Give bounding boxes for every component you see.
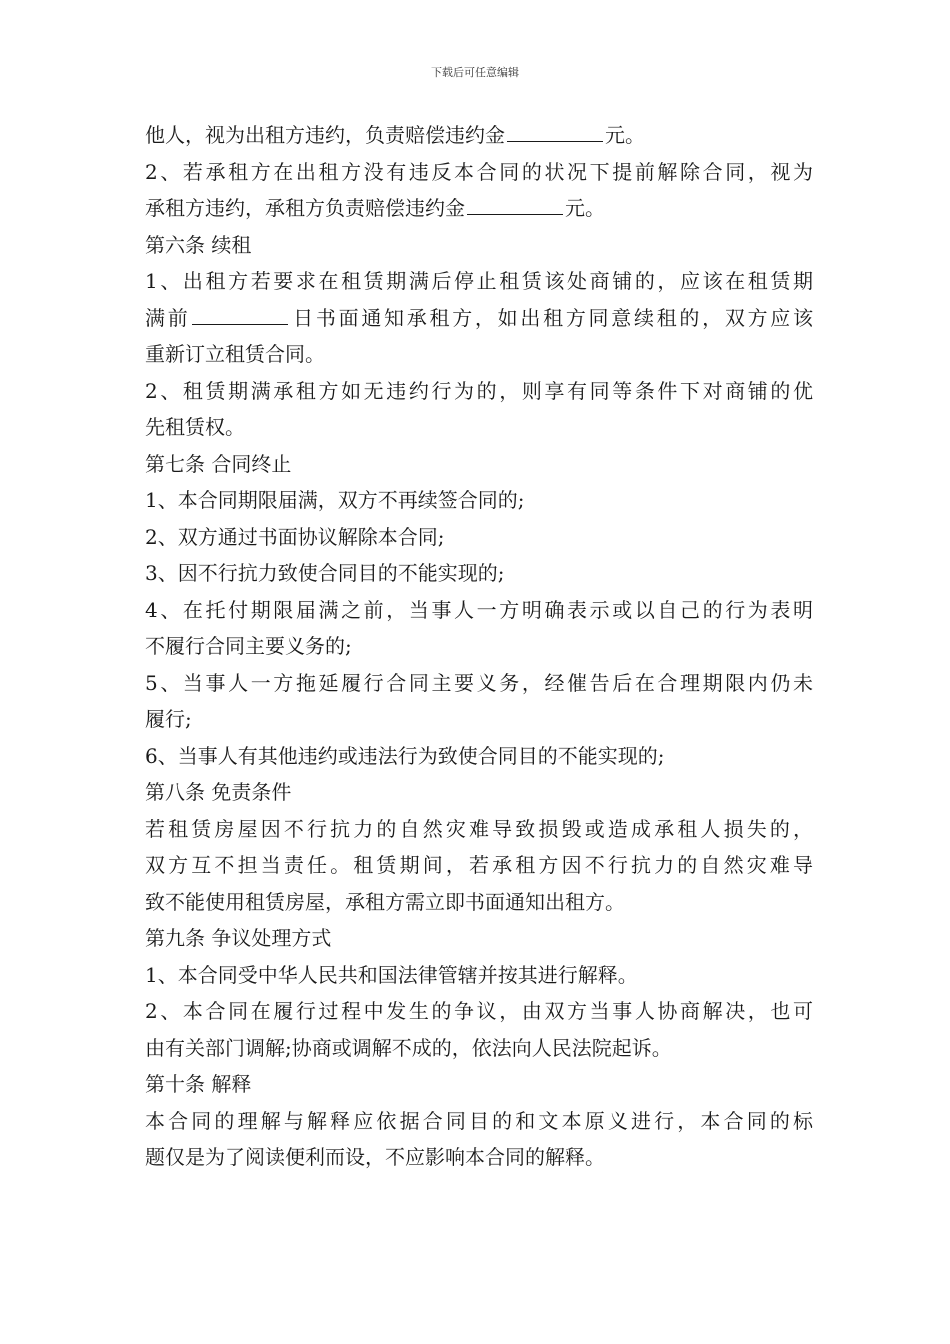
text-line <box>145 190 813 227</box>
text-line <box>145 738 813 775</box>
text-segment: 2、租赁期满承租方如无违约行为的，则享有同等条件下对商铺的优 <box>145 378 813 403</box>
text-segment: 第十条 解释 <box>145 1072 252 1096</box>
text-line <box>145 628 813 665</box>
text-line <box>145 263 813 300</box>
text-line <box>145 665 813 702</box>
text-segment: 2、若承租方在出租方没有违反本合同的状况下提前解除合同，视为 <box>145 159 813 184</box>
text-line <box>145 920 813 957</box>
text-line <box>145 555 813 592</box>
text-segment: 6、当事人有其他违约或违法行为致使合同目的不能实现的; <box>145 743 665 768</box>
text-segment: 先租赁权。 <box>145 415 245 439</box>
fill-in-blank <box>192 306 288 325</box>
text-segment: 元。 <box>605 123 645 147</box>
text-segment: 满前 <box>145 305 191 330</box>
text-line <box>145 993 813 1030</box>
text-segment: 2、双方通过书面协议解除本合同; <box>145 524 445 549</box>
text-segment: 若租赁房屋因不行抗力的自然灾难导致损毁或造成承租人损失的， <box>145 816 813 841</box>
text-segment: 1、本合同受中华人民共和国法律管辖并按其进行解释。 <box>145 962 638 987</box>
text-segment: 双方互不担当责任。租赁期间，若承租方因不行抗力的自然灾难导 <box>145 853 813 877</box>
text-segment: 3、因不行抗力致使合同目的不能实现的; <box>145 561 505 585</box>
text-line <box>145 774 813 811</box>
text-line <box>145 227 813 264</box>
text-segment: 第九条 争议处理方式 <box>145 926 332 950</box>
text-segment: 履行; <box>145 707 192 731</box>
text-line <box>145 847 813 884</box>
text-line <box>145 446 813 483</box>
fill-in-blank <box>467 196 563 215</box>
text-segment: 致不能使用租赁房屋，承租方需立即书面通知出租方。 <box>145 889 625 914</box>
text-segment: 重新订立租赁合同。 <box>145 342 325 366</box>
text-segment: 第七条 合同终止 <box>145 451 292 476</box>
text-segment: 1、本合同期限届满，双方不再续签合同的; <box>145 488 525 512</box>
text-segment: 由有关部门调解;协商或调解不成的，依法向人民法院起诉。 <box>145 1035 672 1060</box>
text-line <box>145 811 813 848</box>
text-line <box>145 373 813 410</box>
text-line <box>145 884 813 921</box>
text-segment: 他人，视为出租方违约，负责赔偿违约金 <box>145 123 505 147</box>
text-line <box>145 409 813 446</box>
text-segment: 日书面通知承租方，如出租方同意续租的，双方应该 <box>290 305 813 330</box>
text-line <box>145 592 813 629</box>
text-segment: 题仅是为了阅读便利而设，不应影响本合同的解释。 <box>145 1145 605 1169</box>
text-line <box>145 154 813 191</box>
text-segment: 1、出租方若要求在租赁期满后停止租赁该处商铺的，应该在租赁期 <box>145 269 813 293</box>
text-line <box>145 1066 813 1103</box>
text-line <box>145 1103 813 1140</box>
text-segment: 第六条 续租 <box>145 232 252 257</box>
text-line <box>145 300 813 337</box>
text-line <box>145 701 813 738</box>
text-segment: 承租方违约，承租方负责赔偿违约金 <box>145 196 465 220</box>
text-segment: 4、在托付期限届满之前，当事人一方明确表示或以自己的行为表明 <box>145 597 813 622</box>
text-line <box>145 1139 813 1176</box>
text-line <box>145 1030 813 1067</box>
fill-in-blank <box>507 123 603 142</box>
page-header: 下载后可任意编辑 <box>431 66 519 79</box>
text-segment: 本合同的理解与解释应依据合同目的和文本原义进行，本合同的标 <box>145 1108 813 1133</box>
text-line <box>145 957 813 994</box>
text-segment: 2、本合同在履行过程中发生的争议，由双方当事人协商解决，也可 <box>145 999 813 1023</box>
text-line <box>145 117 813 154</box>
text-segment: 元。 <box>565 196 605 220</box>
text-line <box>145 482 813 519</box>
text-segment: 不履行合同主要义务的; <box>145 634 352 658</box>
text-segment: 5、当事人一方拖延履行合同主要义务，经催告后在合理期限内仍未 <box>145 670 813 695</box>
text-segment: 第八条 免责条件 <box>145 780 292 804</box>
text-line <box>145 336 813 373</box>
document-body <box>145 117 813 1176</box>
text-line <box>145 519 813 556</box>
